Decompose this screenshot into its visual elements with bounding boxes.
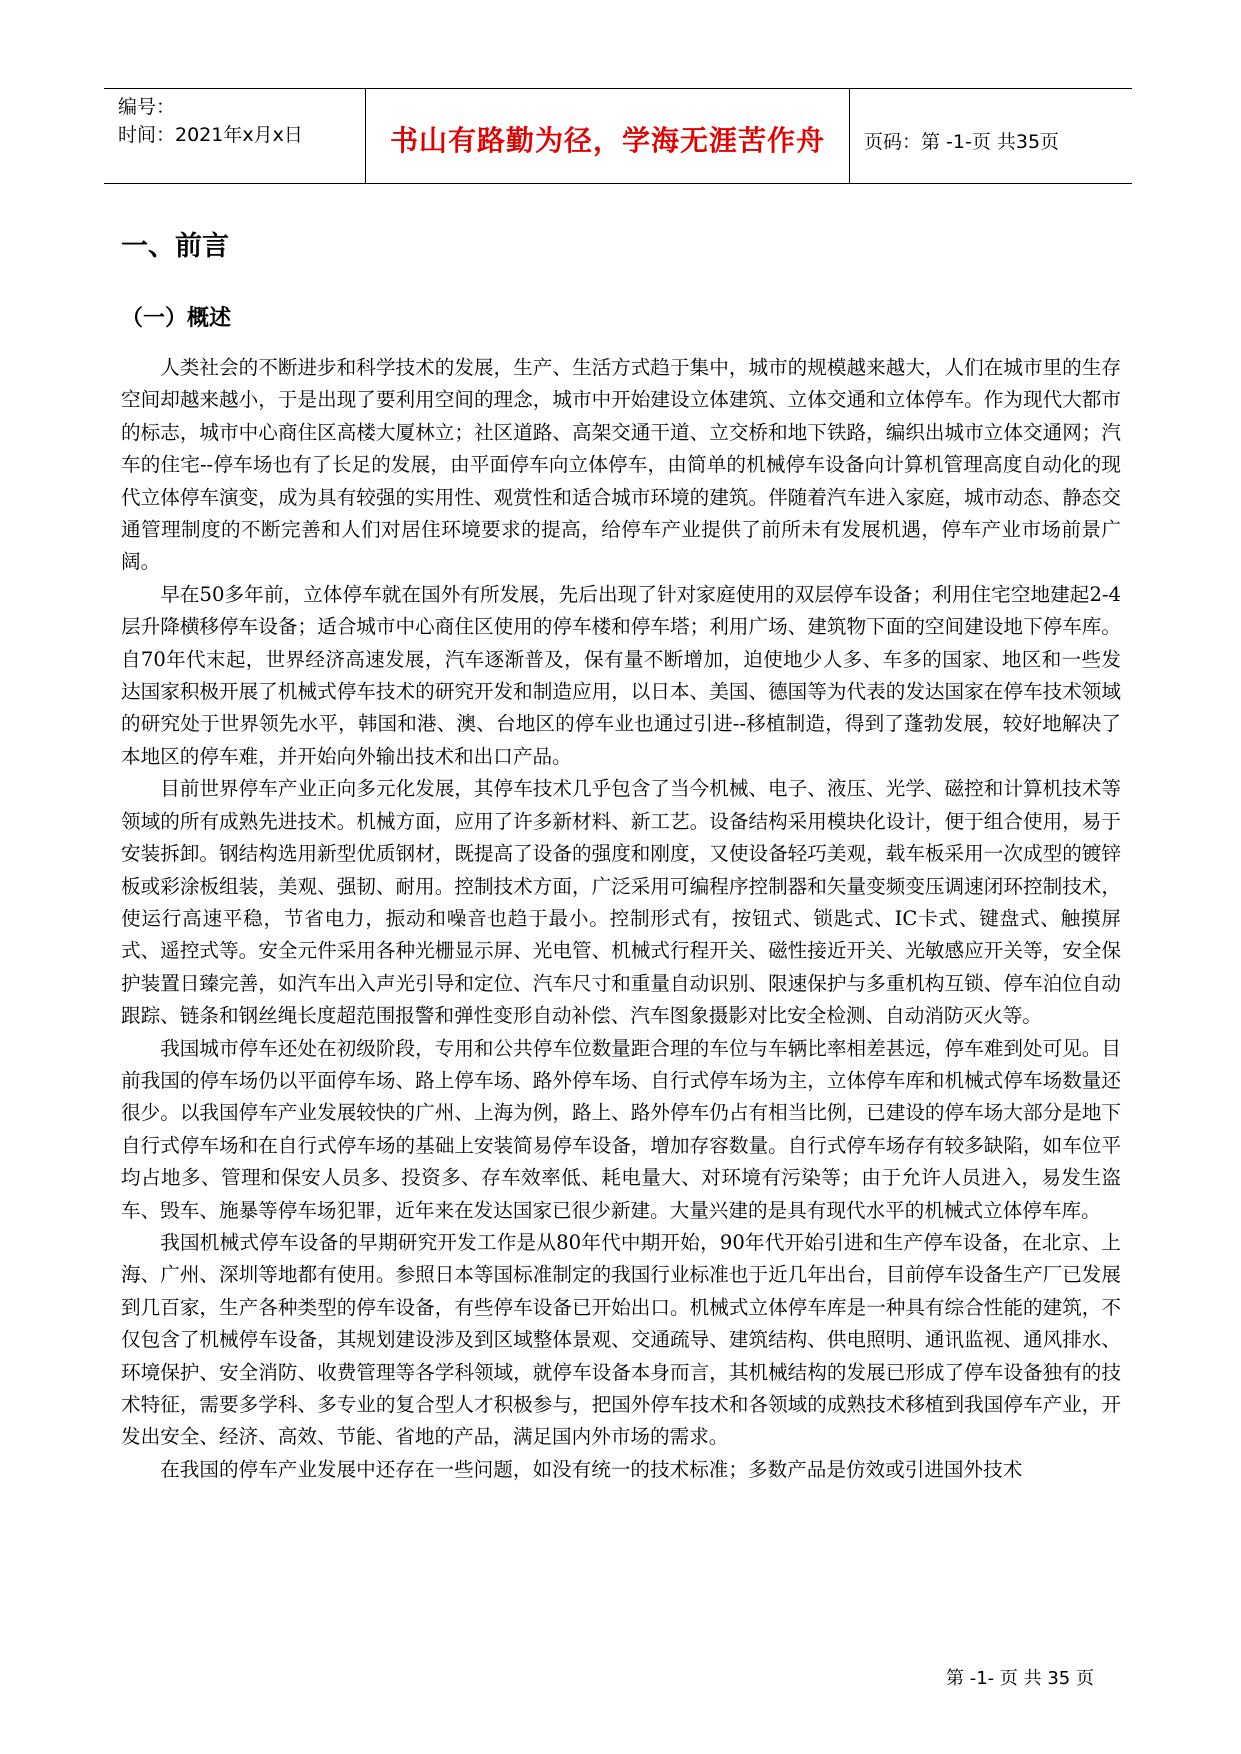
paragraph: 早在50多年前，立体停车就在国外有所发展，先后出现了针对家庭使用的双层停车设备；利用住宅空地建起2-4层升降横移停车设备；适合城市中心商住区使用的停车楼和停车塔；利用广场、建筑物下面的空间建设地下停车库。自70年代末起，世界经济高速发展，汽车逐渐普及，保有量不断增加，迫使地少人多、车多的国家、地区和一些发达国家积极开展了机械式停车技术的研究开发和制造应用，以日本、美国、德国等为代表的发达国家在停车技术领域的研究处于世界领先水平，韩国和港、澳、台地区的停车业也通过引进--移植制造，得到了蓬勃发展，较好地解决了本地区的停车难，并开始向外输出技术和出口产品。 bbox=[121, 582, 1121, 768]
page-footer: 第 -1- 页 共 35 页 bbox=[946, 1668, 1094, 1689]
header-motto: 书山有路勤为径，学海无涯苦作舟 bbox=[366, 89, 850, 183]
body-text bbox=[121, 352, 1121, 1486]
header-info-cell bbox=[104, 89, 366, 183]
header-page-number: 页码：第 -1-页 共35页 bbox=[864, 130, 1060, 153]
document-time-label: 时间：2021年x月x日 bbox=[118, 124, 303, 146]
paragraph: 我国城市停车还处在初级阶段，专用和公共停车位数量距合理的车位与车辆比率相差甚远，停车难到处可见。目前我国的停车场仍以平面停车场、路上停车场、路外停车场、自行式停车场为主，立体停车库和机械式停车场数量还很少。以我国停车产业发展较快的广州、上海为例，路上、路外停车仍占有相当比例，已建设的停车场大部分是地下自行式停车场和在自行式停车场的基础上安装简易停车设备，增加存容数量。自行式停车场存有较多缺陷，如车位平均占地多、管理和保安人员多、投资多、存车效率低、耗电量大、对环境有污染等；由于允许人员进入，易发生盗车、毁车、施暴等停车场犯罪，近年来在发达国家已很少新建。大量兴建的是具有现代水平的机械式立体停车库。 bbox=[121, 1036, 1121, 1222]
section-heading: 一、前言 bbox=[121, 231, 229, 262]
page-header bbox=[104, 88, 1132, 184]
subsection-heading: （一）概述 bbox=[121, 306, 232, 331]
paragraph: 目前世界停车产业正向多元化发展，其停车技术几乎包含了当今机械、电子、液压、光学、磁控和计算机技术等领域的所有成熟先进技术。机械方面，应用了许多新材料、新工艺。设备结构采用模块化设计，便于组合使用，易于安装拆卸。钢结构选用新型优质钢材，既提高了设备的强度和刚度，又使设备轻巧美观，载车板采用一次成型的镀锌板或彩涂板组装，美观、强韧、耐用。控制技术方面，广泛采用可编程序控制器和矢量变频变压调速闭环控制技术，使运行高速平稳，节省电力，振动和噪音也趋于最小。控制形式有，按钮式、锁匙式、IC卡式、键盘式、触摸屏式、遥控式等。安全元件采用各种光栅显示屏、光电管、机械式行程开关、磁性接近开关、光敏感应开关等，安全保护装置日臻完善，如汽车出入声光引导和定位、汽车尺寸和重量自动识别、限速保护与多重机构互锁、停车泊位自动跟踪、链条和钢丝绳长度超范围报警和弹性变形自动补偿、汽车图象摄影对比安全检测、自动消防灭火等。 bbox=[121, 777, 1121, 1028]
paragraph: 人类社会的不断进步和科学技术的发展，生产、生活方式趋于集中，城市的规模越来越大，人们在城市里的生存空间却越来越小，于是出现了要利用空间的理念，城市中开始建设立体建筑、立体交通和立体停车。作为现代大都市的标志，城市中心商住区高楼大厦林立；社区道路、高架交通干道、立交桥和地下铁路，编织出城市立体交通网；汽车的住宅--停车场也有了长足的发展，由平面停车向立体停车，由简单的机械停车设备向计算机管理高度自动化的现代立体停车演变，成为具有较强的实用性、观赏性和适合城市环境的建筑。伴随着汽车进入家庭，城市动态、静态交通管理制度的不断完善和人们对居住环境要求的提高，给停车产业提供了前所未有发展机遇，停车产业市场前景广阔。 bbox=[121, 356, 1121, 574]
document-number-label: 编号： bbox=[118, 96, 176, 118]
paragraph: 我国机械式停车设备的早期研究开发工作是从80年代中期开始，90年代开始引进和生产停车设备，在北京、上海、广州、深圳等地都有使用。参照日本等国标准制定的我国行业标准也于近几年出台，目前停车设备生产厂已发展到几百家，生产各种类型的停车设备，有些停车设备已开始出口。机械式立体停车库是一种具有综合性能的建筑，不仅包含了机械停车设备，其规划建设涉及到区域整体景观、交通疏导、建筑结构、供电照明、通讯监视、通风排水、环境保护、安全消防、收费管理等各学科领域，就停车设备本身而言，其机械结构的发展已形成了停车设备独有的技术特征，需要多学科、多专业的复合型人才积极参与，把国外停车技术和各领域的成熟技术移植到我国停车产业，开发出安全、经济、高效、节能、省地的产品，满足国内外市场的需求。 bbox=[121, 1230, 1121, 1449]
paragraph: 在我国的停车产业发展中还存在一些问题，如没有统一的技术标准；多数产品是仿效或引进国外技术 bbox=[160, 1457, 1023, 1481]
